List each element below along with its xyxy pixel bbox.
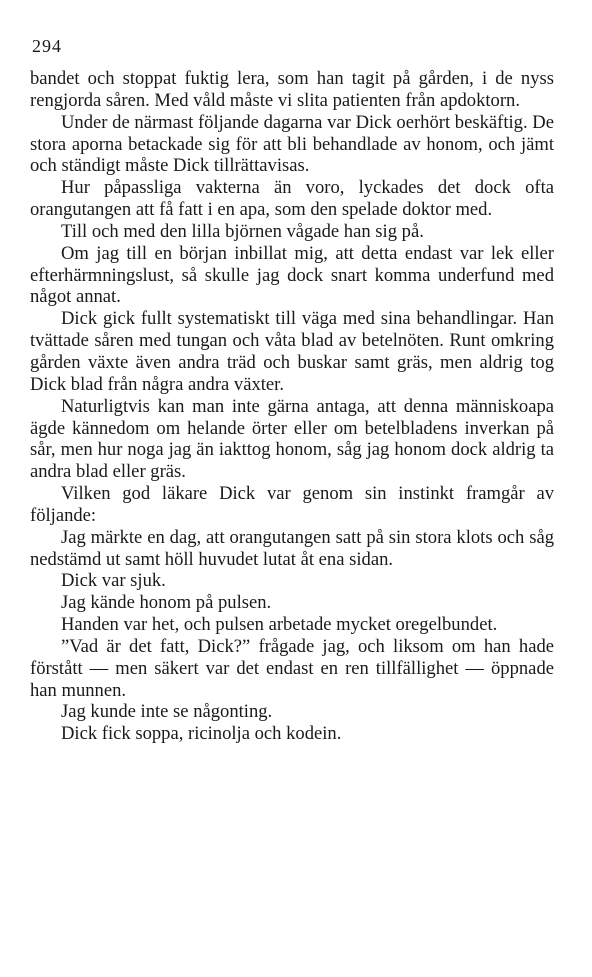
paragraph: Jag kunde inte se någonting. xyxy=(61,701,273,723)
paragraph-continuation: bandet och stoppat fuktig lera, som han tagit på gården, i de nyss rengjorda såren. Med våld måste vi slita patienten från apdoktorn. xyxy=(30,68,554,111)
paragraph: Handen var het, och pulsen arbetade mycket oregelbundet. xyxy=(61,614,498,636)
paragraph: Under de närmast följande dagarna var Dick oerhört beskäftig. De stora aporna betackade sig för att bli behandlade av honom, och jämt och ständigt måste Dick tillrättavisas. xyxy=(30,111,554,177)
paragraph: ”Vad är det fatt, Dick?” frågade jag, och liksom om han hade förstått — men säkert var det endast en ren tillfällighet — öppnade han munnen. xyxy=(30,635,554,701)
paragraph: Jag märkte en dag, att orangutangen satt på sin stora klots och såg nedstämd ut samt höll huvudet lutat åt ena sidan. xyxy=(30,526,554,570)
paragraph: Om jag till en början inbillat mig, att detta endast var lek eller efterhärmningslust, så skulle jag dock snart komma underfund med något annat. xyxy=(30,242,554,308)
paragraph: Dick var sjuk. xyxy=(61,570,166,592)
paragraph: Dick gick fullt systematiskt till väga med sina behandlingar. Han tvättade såren med tungan och våta blad av betelnöten. Runt omkring gården växte även andra träd och buskar samt gräs, men aldrig tog Dick blad från några andra växter. xyxy=(30,308,554,395)
paragraph: Dick fick soppa, ricinolja och kodein. xyxy=(61,723,342,745)
paragraph: Jag kände honom på pulsen. xyxy=(61,592,272,614)
paragraph: Naturligtvis kan man inte gärna antaga, att denna människoapa ägde kännedom om helande örter eller om betelbladens inverkan på sår, men hur noga jag än iakttog honom, såg jag honom dock aldrig ta andra blad eller gräs. xyxy=(30,395,554,483)
body-text xyxy=(30,68,554,745)
paragraph: Hur påpassliga vakterna än voro, lyckades det dock ofta orangutangen att få fatt i en apa, som den spelade doktor med. xyxy=(30,177,554,221)
paragraph: Till och med den lilla björnen vågade han sig på. xyxy=(61,220,424,242)
page-number: 294 xyxy=(32,36,62,56)
paragraph: Vilken god läkare Dick var genom sin instinkt framgår av följande: xyxy=(30,483,554,526)
